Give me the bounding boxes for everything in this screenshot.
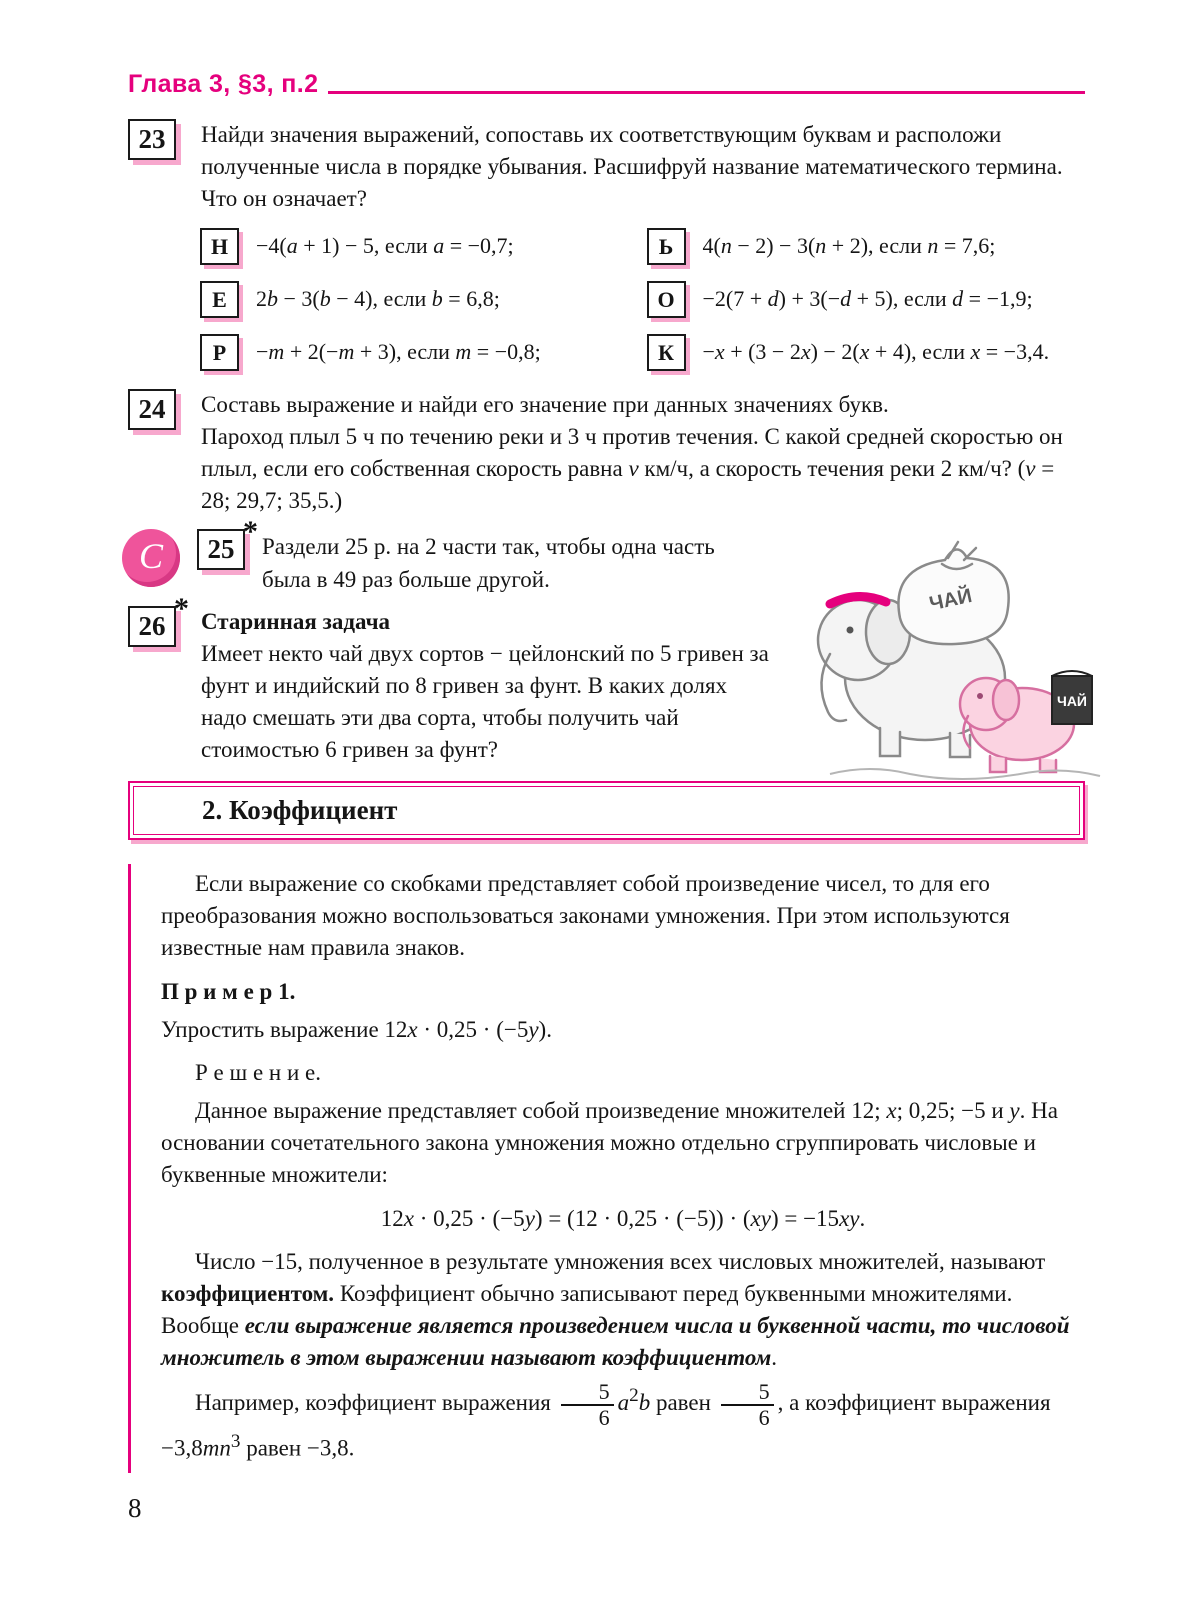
page-number: 8 bbox=[128, 1493, 142, 1524]
solution-text: Данное выражение представляет собой произведение множителей 12; x; 0,25; −5 и y. На основании сочетательного закона умножения можно отдельно сгруппировать числовые и буквенные множители: bbox=[161, 1097, 1058, 1188]
chapter-rule bbox=[328, 91, 1085, 94]
letter-row bbox=[200, 281, 639, 318]
theory-intro: Если выражение со скобками представляет собой произведение чисел, то для его преобразования можно воспользоваться законами умножения. При этом используются известные нам правила знаков. bbox=[161, 870, 1010, 960]
tea-can-label: ЧАЙ bbox=[1056, 693, 1088, 709]
letter-row bbox=[647, 228, 1086, 265]
letter-row bbox=[200, 334, 639, 371]
formula: 12x · 0,25 · (−5y) = (12 · 0,25 · (−5)) · (xy) = −15xy. bbox=[380, 1206, 866, 1232]
expression: 2b − 3(b − 4), если b = 6,8; bbox=[256, 286, 500, 312]
problem-24-number: 24 bbox=[128, 389, 176, 430]
letter-row bbox=[200, 228, 639, 265]
problem-24-text bbox=[201, 389, 1081, 518]
letter-box: О bbox=[647, 281, 686, 318]
chapter-header bbox=[128, 70, 1085, 99]
section-header-box bbox=[128, 781, 1085, 840]
letter-expression-table bbox=[200, 228, 1085, 371]
asterisk-mark: * bbox=[243, 515, 258, 549]
sack-label: ЧАЙ bbox=[927, 584, 975, 616]
problem-26-number bbox=[128, 591, 189, 647]
problem-26-body: Имеет некто чай двух сортов − цейлонский по 5 гривен за фунт и индийский по 8 гривен за фунт. В каких долях надо смешать эти два сорта, чтобы получить чай стоимостью 6 гривен за фунт? bbox=[201, 640, 769, 763]
example-label: П р и м е р 1. bbox=[161, 979, 296, 1005]
coefficient-definition: Число −15, полученное в результате умножения всех числовых множителей, называют коэффициентом. Коэффициент обычно записывают перед буквенными множителями. Вообще если выражение является произведением числа и буквенной части, то числовой множитель в этом выражении называют коэффициентом. bbox=[161, 1248, 1070, 1371]
expression: −4(a + 1) − 5, если a = −0,7; bbox=[256, 233, 514, 259]
letter-row bbox=[647, 281, 1086, 318]
expression: −2(7 + d) + 3(−d + 5), если d = −1,9; bbox=[702, 286, 1033, 312]
section-title: 2. Коэффициент bbox=[133, 786, 1080, 835]
tea-elephants-illustration bbox=[800, 528, 1120, 788]
problem-26-number-text: 26 bbox=[138, 610, 166, 641]
letter-box: Ь bbox=[647, 228, 686, 265]
problem-25-number-text: 25 bbox=[207, 534, 235, 565]
expression: −x + (3 − 2x) − 2(x + 4), если x = −3,4. bbox=[702, 339, 1050, 365]
problem-24-body: Пароход плыл 5 ч по течению реки и 3 ч против течения. С какой средней скоростью он плыл, если его собственная скорость равна v км/ч, а скорость течения реки 2 км/ч? (v = 28; 29,7; 35,5.) bbox=[201, 423, 1063, 514]
letter-box: Р bbox=[200, 334, 239, 371]
example-task: Упростить выражение 12x · 0,25 · (−5y). bbox=[161, 1017, 552, 1043]
letter-box: Н bbox=[200, 228, 239, 265]
problem-23-text: Найди значения выражений, сопоставь их соответствующим буквам и расположи полученные числа в порядке убывания. Расшифруй название математического термина. Что он означает? bbox=[201, 122, 1063, 212]
level-c-badge: С bbox=[122, 529, 180, 587]
problem-24-headline: Составь выражение и найди его значение при данных значениях букв. bbox=[201, 391, 889, 417]
problem-26-text bbox=[201, 606, 771, 767]
solution-label: Р е ш е н и е. bbox=[195, 1059, 321, 1085]
letter-row bbox=[647, 334, 1086, 371]
theory-block bbox=[128, 864, 1085, 1474]
problem-23 bbox=[128, 119, 1085, 216]
letter-box: Е bbox=[200, 281, 239, 318]
coefficient-example: Например, коэффициент выражения $\frac{5}{6}$ $a^2b$ равен $\frac{5}{6}$ , а коэффициент выражения $-3,8mn^3$ равен −3,8. bbox=[161, 1379, 1051, 1462]
letter-box: К bbox=[647, 334, 686, 371]
asterisk-mark: * bbox=[174, 591, 189, 625]
expression: 4(n − 2) − 3(n + 2), если n = 7,6; bbox=[702, 233, 996, 259]
problem-23-number: 23 bbox=[128, 119, 176, 160]
problem-24 bbox=[128, 389, 1085, 518]
problem-26-title: Старинная задача bbox=[201, 608, 391, 634]
expression: −m + 2(−m + 3), если m = −0,8; bbox=[256, 339, 541, 365]
chapter-label: Глава 3, §3, п.2 bbox=[128, 70, 319, 98]
problem-25-number bbox=[197, 515, 258, 570]
problem-25-text: Раздели 25 р. на 2 части так, чтобы одна часть была в 49 раз больше другой. bbox=[262, 534, 715, 592]
